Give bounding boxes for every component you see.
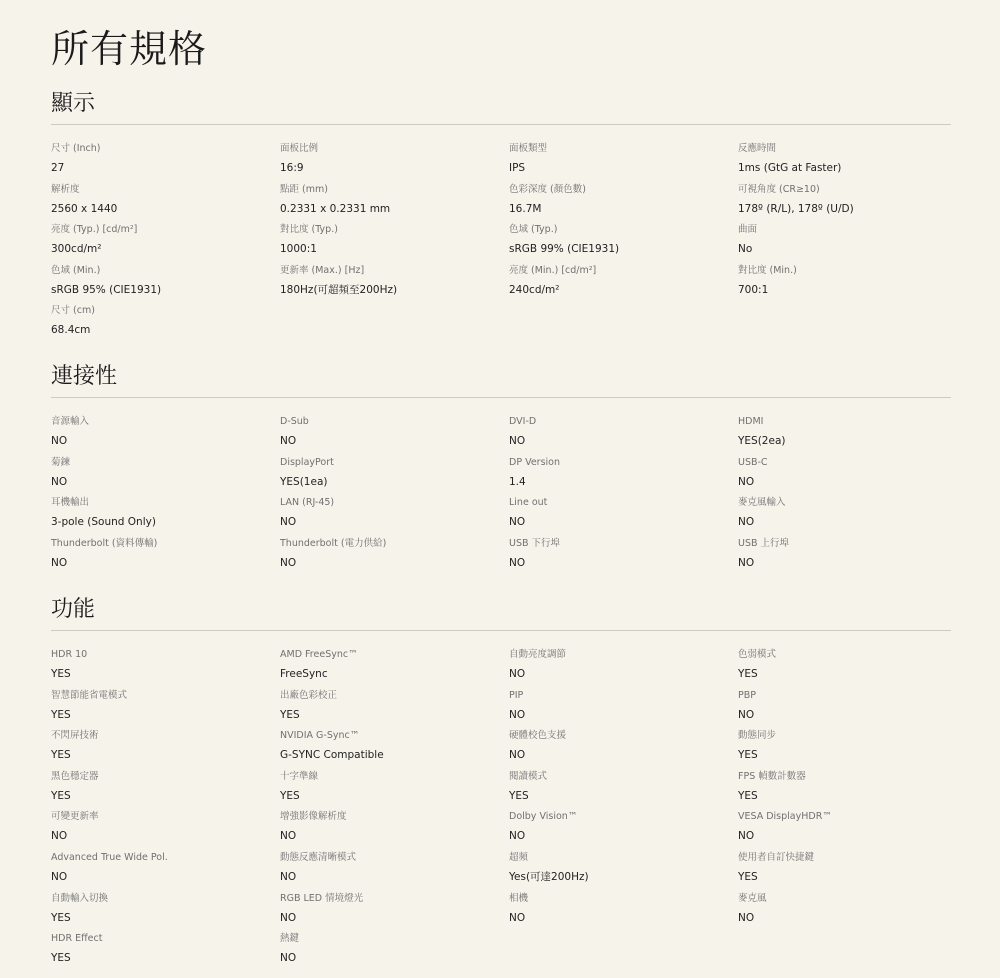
spec-item — [51, 223, 280, 264]
spec-value: NO — [51, 435, 68, 447]
spec-label: AMD FreeSync™ — [280, 649, 358, 660]
spec-item — [738, 142, 951, 183]
spec-label: Advanced True Wide Pol. — [51, 851, 168, 863]
spec-value: 2560 x 1440 — [51, 202, 118, 215]
spec-item — [738, 729, 951, 770]
spec-item — [738, 456, 951, 497]
spec-value: 300cd/m² — [51, 243, 102, 256]
spec-item — [509, 142, 738, 183]
spec-value: NO — [738, 556, 755, 569]
spec-item — [280, 264, 509, 305]
section-features — [51, 595, 951, 973]
spec-label: DisplayPort — [280, 456, 334, 468]
spec-value: NO — [509, 435, 526, 447]
spec-grid — [51, 415, 951, 577]
spec-label: 色域 (Typ.) — [509, 224, 558, 236]
spec-value: NO — [280, 830, 297, 843]
spec-value: YES — [738, 789, 758, 802]
spec-item — [509, 264, 738, 305]
spec-label: 智慧節能省電模式 — [51, 689, 128, 701]
spec-item — [51, 496, 280, 537]
spec-item — [738, 415, 951, 456]
spec-label: 尺寸 (Inch) — [51, 143, 101, 154]
spec-label: 可變更新率 — [51, 811, 99, 823]
spec-item — [51, 456, 280, 497]
spec-item — [738, 183, 951, 224]
spec-value: NO — [738, 830, 755, 843]
spec-label: 色弱模式 — [738, 649, 777, 660]
spec-label: 色彩深度 (顏色數) — [509, 183, 586, 195]
spec-value: NO — [280, 516, 297, 529]
spec-label: D-Sub — [280, 416, 309, 427]
spec-label: 解析度 — [51, 183, 80, 195]
spec-value: YES — [51, 749, 71, 762]
spec-label: FPS 幀數計數器 — [738, 770, 806, 782]
spec-label: RGB LED 情境燈光 — [280, 892, 364, 904]
spec-label: 對比度 (Min.) — [738, 264, 797, 276]
spec-value: NO — [509, 556, 526, 569]
spec-item — [51, 932, 280, 973]
spec-label: 麥克風 — [738, 892, 767, 904]
spec-item — [280, 456, 509, 497]
spec-label: Dolby Vision™ — [509, 811, 578, 823]
page-title: 所有規格 — [51, 27, 208, 71]
spec-grid — [51, 648, 951, 973]
spec-label: Line out — [509, 497, 548, 509]
spec-item — [51, 264, 280, 305]
spec-label: 色域 (Min.) — [51, 264, 101, 276]
spec-value: NO — [51, 830, 68, 843]
spec-value: NO — [51, 556, 68, 569]
spec-value: YES — [738, 749, 758, 762]
spec-label: Thunderbolt (電力供給) — [280, 537, 387, 549]
spec-value: NO — [509, 749, 526, 762]
spec-label: 亮度 (Typ.) [cd/m²] — [51, 224, 138, 236]
spec-value: YES(2ea) — [738, 435, 786, 447]
spec-label: HDMI — [738, 416, 764, 427]
spec-label: 面板類型 — [509, 143, 548, 154]
spec-label: PIP — [509, 689, 524, 701]
spec-item — [509, 689, 738, 730]
spec-label: 音源輸入 — [51, 416, 90, 427]
spec-item — [51, 851, 280, 892]
spec-item — [509, 810, 738, 851]
spec-item — [738, 851, 951, 892]
spec-value: YES — [738, 870, 758, 883]
spec-item — [280, 223, 509, 264]
spec-value: YES — [51, 668, 71, 680]
spec-item — [51, 689, 280, 730]
spec-value: NO — [738, 475, 755, 488]
spec-value: sRGB 99% (CIE1931) — [509, 243, 620, 256]
section-title: 功能 — [51, 595, 951, 631]
spec-value: 16:9 — [280, 162, 304, 174]
spec-value: sRGB 95% (CIE1931) — [51, 283, 162, 296]
spec-item — [738, 496, 951, 537]
spec-value: 0.2331 x 0.2331 mm — [280, 202, 391, 215]
spec-item — [51, 183, 280, 224]
spec-item — [280, 648, 509, 689]
spec-label: USB 上行埠 — [738, 537, 790, 549]
spec-value: IPS — [509, 162, 526, 174]
spec-label: 相機 — [509, 892, 529, 904]
spec-value: NO — [280, 911, 297, 924]
spec-item — [280, 689, 509, 730]
spec-label: 曲面 — [738, 224, 758, 236]
spec-value: NO — [51, 870, 68, 883]
spec-value: NO — [509, 830, 526, 843]
spec-item — [509, 537, 738, 578]
spec-item — [280, 892, 509, 933]
spec-value: NO — [509, 668, 526, 680]
spec-label: 點距 (mm) — [280, 183, 328, 195]
spec-label: LAN (RJ-45) — [280, 497, 335, 509]
spec-label: VESA DisplayHDR™ — [738, 811, 832, 823]
spec-value: YES — [51, 789, 71, 802]
spec-value: NO — [738, 708, 755, 721]
spec-item — [280, 537, 509, 578]
spec-item — [738, 264, 951, 305]
spec-label: 麥克風輸入 — [738, 497, 786, 509]
spec-value: NO — [280, 435, 297, 447]
spec-value: Yes(可達200Hz) — [509, 870, 589, 883]
spec-value: NO — [280, 870, 297, 883]
spec-value: YES — [509, 789, 529, 802]
spec-label: 尺寸 (cm) — [51, 305, 95, 317]
spec-value: NO — [509, 911, 526, 924]
spec-label: 動態同步 — [738, 730, 777, 742]
section-title: 顯示 — [51, 89, 951, 125]
spec-label: 閱讀模式 — [509, 770, 548, 782]
spec-label: USB 下行埠 — [509, 537, 561, 549]
spec-item — [51, 304, 280, 345]
spec-label: 超頻 — [509, 851, 529, 863]
spec-item — [280, 851, 509, 892]
spec-value: 240cd/m² — [509, 283, 560, 296]
spec-item — [509, 770, 738, 811]
spec-label: 菊鍊 — [51, 456, 71, 468]
section-display — [51, 89, 951, 345]
spec-label: 出廠色彩校正 — [280, 689, 338, 701]
spec-label: USB-C — [738, 456, 768, 468]
spec-grid — [51, 142, 951, 345]
spec-value: NO — [509, 516, 526, 529]
spec-item — [280, 932, 509, 973]
spec-item — [509, 456, 738, 497]
spec-value: YES — [51, 708, 71, 721]
spec-item — [509, 496, 738, 537]
spec-value: 1ms (GtG at Faster) — [738, 162, 842, 174]
spec-label: Thunderbolt (資料傳輸) — [51, 537, 158, 549]
spec-item — [280, 810, 509, 851]
spec-item — [51, 729, 280, 770]
spec-value: NO — [738, 516, 755, 529]
spec-label: 使用者自訂快捷鍵 — [738, 851, 815, 863]
spec-item — [280, 729, 509, 770]
spec-label: NVIDIA G-Sync™ — [280, 730, 360, 742]
spec-item — [51, 770, 280, 811]
spec-item — [51, 537, 280, 578]
spec-item — [509, 648, 738, 689]
spec-item — [738, 223, 951, 264]
spec-value: 178º (R/L), 178º (U/D) — [738, 202, 854, 215]
spec-item — [51, 810, 280, 851]
section-connectivity — [51, 362, 951, 577]
spec-item — [51, 892, 280, 933]
spec-value: 68.4cm — [51, 324, 91, 337]
spec-item — [738, 648, 951, 689]
spec-label: 亮度 (Min.) [cd/m²] — [509, 264, 597, 276]
spec-value: NO — [280, 556, 297, 569]
spec-label: PBP — [738, 689, 756, 701]
spec-value: G-SYNC Compatible — [280, 749, 384, 762]
spec-value: 3-pole (Sound Only) — [51, 516, 156, 529]
spec-label: HDR Effect — [51, 933, 103, 945]
section-title: 連接性 — [51, 362, 951, 398]
spec-item — [509, 415, 738, 456]
spec-item — [738, 892, 951, 933]
spec-value: YES — [51, 952, 71, 965]
spec-label: 更新率 (Max.) [Hz] — [280, 264, 365, 276]
spec-item — [280, 142, 509, 183]
spec-label: DVI-D — [509, 416, 537, 427]
spec-item — [738, 770, 951, 811]
spec-label: 熱鍵 — [280, 933, 300, 945]
spec-label: 自動輸入切換 — [51, 892, 109, 904]
spec-item — [738, 537, 951, 578]
spec-label: 黑色穩定器 — [51, 770, 99, 782]
spec-label: 不閃屏技術 — [51, 730, 99, 742]
spec-value: NO — [51, 475, 68, 488]
spec-value: NO — [509, 708, 526, 721]
spec-label: 動態反應清晰模式 — [280, 851, 357, 863]
spec-label: 硬體校色支援 — [509, 730, 567, 742]
spec-value: YES — [738, 668, 758, 680]
spec-value: NO — [280, 952, 297, 965]
spec-value: 1000:1 — [280, 243, 317, 256]
spec-value: No — [738, 243, 753, 256]
spec-value: 16.7M — [509, 202, 542, 215]
spec-value: 1.4 — [509, 475, 526, 488]
spec-item — [51, 142, 280, 183]
spec-item — [738, 689, 951, 730]
spec-label: DP Version — [509, 456, 560, 468]
spec-item — [280, 183, 509, 224]
spec-value: NO — [738, 911, 755, 924]
spec-value: YES(1ea) — [280, 475, 328, 488]
spec-item — [509, 223, 738, 264]
spec-label: 反應時間 — [738, 143, 777, 154]
spec-label: 自動亮度調節 — [509, 649, 567, 660]
spec-item — [509, 851, 738, 892]
spec-value: YES — [280, 708, 300, 721]
spec-value: YES — [280, 789, 300, 802]
spec-label: 增強影像解析度 — [280, 811, 347, 823]
spec-label: 對比度 (Typ.) — [280, 224, 338, 236]
spec-item — [738, 810, 951, 851]
spec-item — [280, 415, 509, 456]
spec-item — [280, 496, 509, 537]
spec-label: 可視角度 (CR≥10) — [738, 183, 820, 195]
spec-label: 面板比例 — [280, 143, 319, 154]
spec-value: 700:1 — [738, 283, 769, 296]
spec-item — [51, 648, 280, 689]
spec-item — [509, 183, 738, 224]
spec-item — [51, 415, 280, 456]
spec-value: YES — [51, 911, 71, 924]
spec-value: 180Hz(可超頻至200Hz) — [280, 283, 398, 296]
spec-item — [280, 770, 509, 811]
spec-label: 十字準線 — [280, 770, 319, 782]
spec-item — [509, 892, 738, 933]
spec-value: 27 — [51, 162, 65, 174]
spec-value: FreeSync — [280, 668, 328, 680]
spec-label: HDR 10 — [51, 649, 88, 660]
spec-item — [509, 729, 738, 770]
spec-label: 耳機輸出 — [51, 497, 90, 509]
